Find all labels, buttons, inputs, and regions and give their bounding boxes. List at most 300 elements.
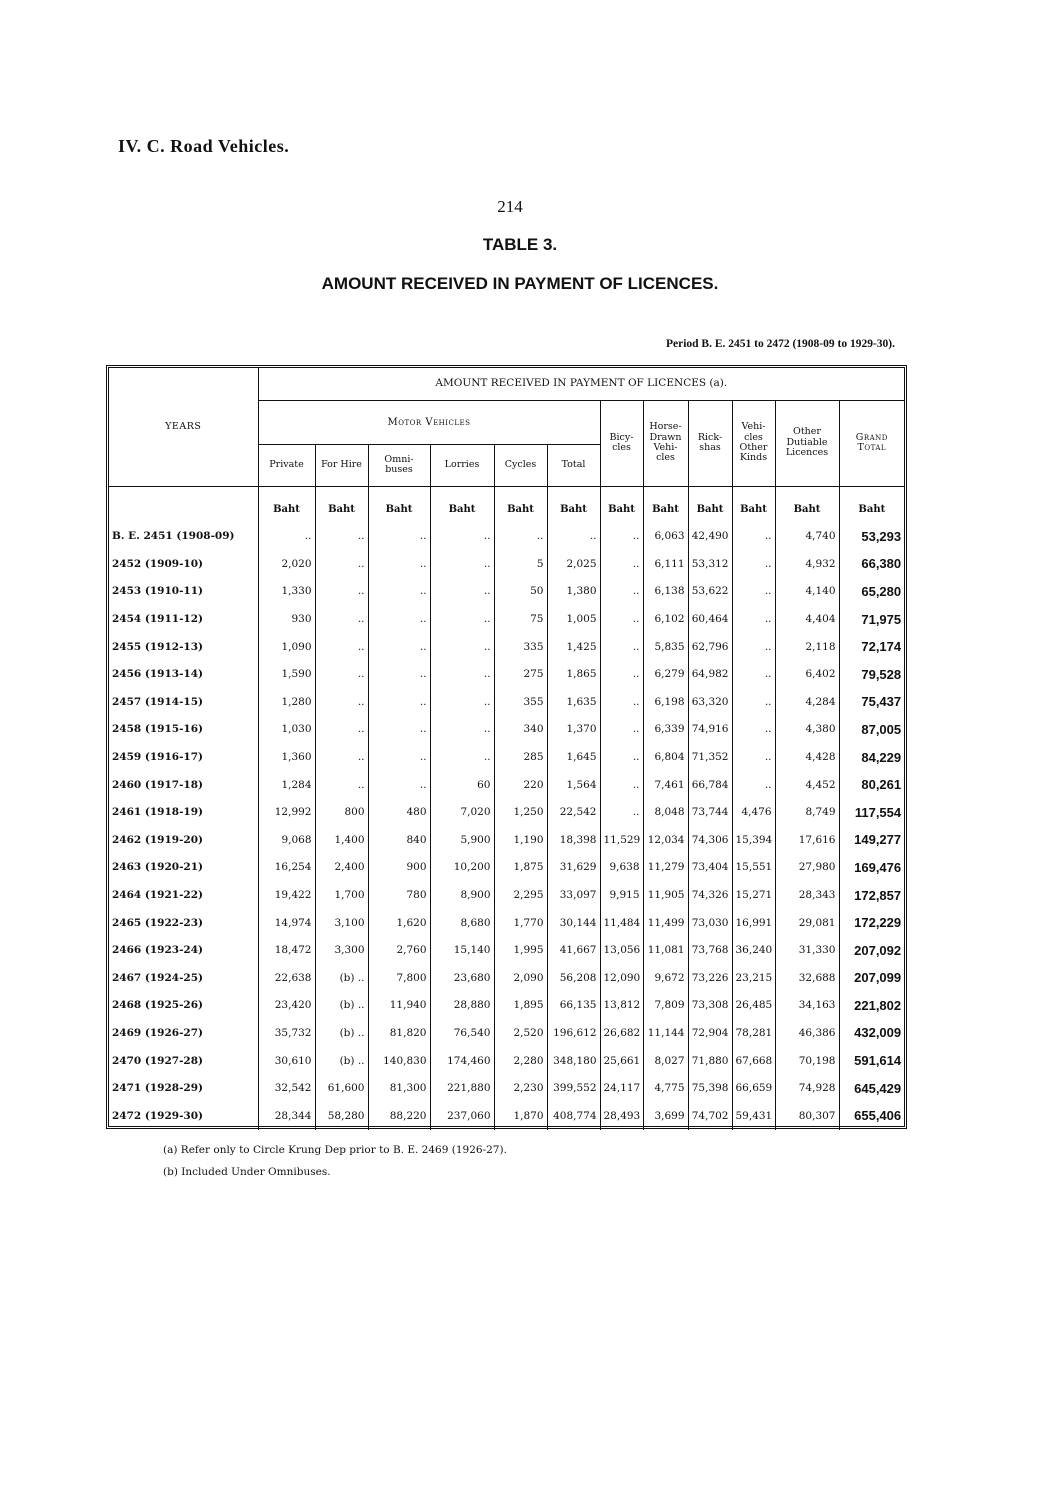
licence-table [106,365,907,1129]
cell-lorries: 8,680 [430,909,494,937]
cell-lorries: 174,460 [430,1047,494,1075]
cell-horse: 8,027 [643,1047,688,1075]
cell-lorries: .. [430,605,494,633]
table-row [109,1074,904,1102]
cell-for-hire: .. [315,771,368,799]
cell-bicycles: 13,812 [600,992,643,1020]
cell-lorries: .. [430,523,494,551]
cell-omni: 7,800 [368,964,430,992]
cell-other-lic: 46,386 [775,1019,839,1047]
cell-for-hire: .. [315,743,368,771]
cell-horse: 3,699 [643,1102,688,1130]
table-row [109,578,904,606]
cell-cycles: 1,895 [494,992,547,1020]
cell-other-lic: 17,616 [775,826,839,854]
cell-cycles: 2,280 [494,1047,547,1075]
cell-grand: 655,406 [839,1102,904,1130]
cell-other-kinds: 78,281 [732,1019,775,1047]
cell-total: 66,135 [547,992,600,1020]
cell-for-hire: .. [315,660,368,688]
table-row [109,992,904,1020]
cell-other-lic: 4,428 [775,743,839,771]
header-grand-total: Grand Total [839,400,904,486]
cell-bicycles: .. [600,743,643,771]
cell-grand: 169,476 [839,854,904,882]
cell-private: 1,030 [258,716,315,744]
cell-grand: 645,429 [839,1074,904,1102]
cell-omni: 81,820 [368,1019,430,1047]
cell-other-kinds: .. [732,633,775,661]
cell-ricksha: 74,702 [688,1102,732,1130]
cell-year: 2459 (1916-17) [112,751,204,764]
cell-grand: 432,009 [839,1019,904,1047]
cell-other-kinds: 15,271 [732,881,775,909]
cell-cycles: 5 [494,550,547,578]
cell-other-lic: 80,307 [775,1102,839,1130]
cell-total: 1,380 [547,578,600,606]
cell-other-kinds: .. [732,523,775,551]
cell-total: 399,552 [547,1074,600,1102]
cell-bicycles: .. [600,578,643,606]
cell-grand: 207,099 [839,964,904,992]
cell-lorries: 7,020 [430,798,494,826]
header-motor-vehicles: Motor Vehicles [258,400,600,444]
table-row [109,550,904,578]
footnote-b: (b) Included Under Omnibuses. [163,1166,331,1178]
cell-other-lic: 27,980 [775,854,839,882]
cell-ricksha: 66,784 [688,771,732,799]
header-for-hire: For Hire [315,444,368,486]
cell-for-hire: .. [315,688,368,716]
cell-horse: 6,138 [643,578,688,606]
cell-grand: 172,229 [839,909,904,937]
cell-total: 1,564 [547,771,600,799]
cell-bicycles: 28,493 [600,1102,643,1130]
cell-year: 2472 (1929-30) [112,1109,204,1122]
cell-total: 56,208 [547,964,600,992]
cell-grand: 149,277 [839,826,904,854]
cell-private: 35,732 [258,1019,315,1047]
header-omnibuses: Omni- buses [368,444,430,486]
table-title: TABLE 3. [482,235,558,254]
unit-label: Baht [258,486,315,523]
cell-bicycles: 13,056 [600,936,643,964]
cell-other-lic: 4,740 [775,523,839,551]
cell-horse: 6,339 [643,716,688,744]
unit-label: Baht [732,486,775,523]
cell-lorries: .. [430,550,494,578]
cell-grand: 591,614 [839,1047,904,1075]
cell-other-lic: 4,452 [775,771,839,799]
cell-ricksha: 64,982 [688,660,732,688]
cell-other-kinds: 67,668 [732,1047,775,1075]
cell-grand: 87,005 [839,716,904,744]
cell-horse: 11,144 [643,1019,688,1047]
cell-bicycles: .. [600,771,643,799]
cell-for-hire: 1,400 [315,826,368,854]
cell-other-kinds: 36,240 [732,936,775,964]
cell-grand: 75,437 [839,688,904,716]
table-row [109,633,904,661]
cell-omni: 11,940 [368,992,430,1020]
cell-year: 2468 (1925-26) [112,999,204,1012]
cell-bicycles: .. [600,798,643,826]
table-row [109,743,904,771]
cell-bicycles: .. [600,716,643,744]
cell-omni: .. [368,550,430,578]
cell-other-lic: 34,163 [775,992,839,1020]
cell-lorries: .. [430,660,494,688]
cell-omni: .. [368,688,430,716]
cell-total: 196,612 [547,1019,600,1047]
cell-other-kinds: .. [732,660,775,688]
cell-cycles: 1,870 [494,1102,547,1130]
cell-ricksha: 73,030 [688,909,732,937]
cell-other-kinds: .. [732,688,775,716]
cell-total: 1,425 [547,633,600,661]
cell-private: 1,590 [258,660,315,688]
cell-private: 9,068 [258,826,315,854]
cell-bicycles: .. [600,660,643,688]
cell-private: 12,992 [258,798,315,826]
cell-ricksha: 53,622 [688,578,732,606]
cell-private: 32,542 [258,1074,315,1102]
cell-other-kinds: 26,485 [732,992,775,1020]
cell-omni: 88,220 [368,1102,430,1130]
cell-lorries: 8,900 [430,881,494,909]
cell-private: 2,020 [258,550,315,578]
units-row [109,486,904,523]
cell-ricksha: 74,916 [688,716,732,744]
cell-ricksha: 53,312 [688,550,732,578]
cell-cycles: 275 [494,660,547,688]
cell-other-lic: 8,749 [775,798,839,826]
cell-omni: 480 [368,798,430,826]
cell-total: 2,025 [547,550,600,578]
cell-bicycles: 26,682 [600,1019,643,1047]
header-private: Private [258,444,315,486]
table-row [109,523,904,551]
cell-total: 30,144 [547,909,600,937]
table-row [109,1102,904,1130]
cell-year: 2458 (1915-16) [112,723,204,736]
cell-bicycles: 9,915 [600,881,643,909]
cell-lorries: 5,900 [430,826,494,854]
table-row [109,881,904,909]
table-caption: AMOUNT RECEIVED IN PAYMENT OF LICENCES. [321,274,719,293]
cell-grand: 117,554 [839,798,904,826]
cell-horse: 12,034 [643,826,688,854]
unit-label: Baht [368,486,430,523]
cell-year: 2460 (1917-18) [112,778,204,791]
cell-other-kinds: 16,991 [732,909,775,937]
table-row [109,798,904,826]
cell-private: 23,420 [258,992,315,1020]
cell-year: 2456 (1913-14) [112,668,204,681]
cell-lorries: 10,200 [430,854,494,882]
cell-grand: 79,528 [839,660,904,688]
unit-label: Baht [643,486,688,523]
header-other-dutiable: Other Dutiable Licences [775,400,839,486]
cell-cycles: 220 [494,771,547,799]
cell-private: 930 [258,605,315,633]
cell-for-hire: (b) .. [315,1019,368,1047]
header-horse-drawn: Horse- Drawn Vehi- cles [643,400,688,486]
cell-other-kinds: .. [732,578,775,606]
cell-ricksha: 42,490 [688,523,732,551]
cell-other-kinds: 59,431 [732,1102,775,1130]
cell-year: 2463 (1920-21) [112,861,204,874]
cell-year: 2466 (1923-24) [112,944,204,957]
cell-ricksha: 72,904 [688,1019,732,1047]
cell-year: 2470 (1927-28) [112,1054,204,1067]
cell-other-lic: 4,404 [775,605,839,633]
cell-total: .. [547,523,600,551]
cell-omni: 900 [368,854,430,882]
cell-total: 408,774 [547,1102,600,1130]
cell-for-hire: .. [315,523,368,551]
cell-lorries: .. [430,688,494,716]
footnote-a: (a) Refer only to Circle Krung Dep prior to B. E. 2469 (1926-27). [163,1144,507,1156]
cell-year: 2467 (1924-25) [112,971,204,984]
cell-bicycles: 9,638 [600,854,643,882]
cell-cycles: 1,875 [494,854,547,882]
cell-bicycles: .. [600,633,643,661]
cell-year: 2454 (1911-12) [112,613,204,626]
cell-horse: 6,279 [643,660,688,688]
cell-private: 14,974 [258,909,315,937]
cell-for-hire: (b) .. [315,992,368,1020]
cell-omni: .. [368,716,430,744]
cell-private: 30,610 [258,1047,315,1075]
cell-horse: 6,111 [643,550,688,578]
cell-lorries: .. [430,743,494,771]
cell-for-hire: (b) .. [315,964,368,992]
cell-cycles: 1,770 [494,909,547,937]
unit-label: Baht [315,486,368,523]
cell-omni: .. [368,578,430,606]
cell-lorries: 76,540 [430,1019,494,1047]
cell-other-lic: 4,284 [775,688,839,716]
table-row [109,826,904,854]
cell-bicycles: 12,090 [600,964,643,992]
cell-horse: 6,063 [643,523,688,551]
cell-year: 2462 (1919-20) [112,833,204,846]
data-table [109,368,904,1130]
cell-cycles: 2,295 [494,881,547,909]
cell-total: 1,635 [547,688,600,716]
unit-label: Baht [775,486,839,523]
cell-for-hire: 1,700 [315,881,368,909]
cell-bicycles: 25,661 [600,1047,643,1075]
header-amount-received: AMOUNT RECEIVED IN PAYMENT OF LICENCES (a). [258,368,904,400]
cell-horse: 4,775 [643,1074,688,1102]
cell-other-lic: 4,380 [775,716,839,744]
cell-bicycles: .. [600,550,643,578]
cell-horse: 7,809 [643,992,688,1020]
cell-ricksha: 73,404 [688,854,732,882]
cell-lorries: 60 [430,771,494,799]
cell-other-kinds: 23,215 [732,964,775,992]
cell-for-hire: .. [315,716,368,744]
cell-private: 16,254 [258,854,315,882]
unit-label: Baht [494,486,547,523]
cell-other-kinds: .. [732,716,775,744]
cell-grand: 66,380 [839,550,904,578]
cell-other-lic: 6,402 [775,660,839,688]
cell-other-kinds: 15,394 [732,826,775,854]
cell-omni: .. [368,633,430,661]
cell-for-hire: .. [315,550,368,578]
cell-private: 1,284 [258,771,315,799]
cell-grand: 172,857 [839,881,904,909]
cell-private: 1,090 [258,633,315,661]
cell-cycles: .. [494,523,547,551]
cell-total: 1,370 [547,716,600,744]
table-row [109,660,904,688]
cell-horse: 11,905 [643,881,688,909]
cell-other-kinds: .. [732,550,775,578]
cell-for-hire: 3,100 [315,909,368,937]
page-number: 214 [497,197,523,216]
cell-ricksha: 74,306 [688,826,732,854]
cell-ricksha: 60,464 [688,605,732,633]
cell-for-hire: (b) .. [315,1047,368,1075]
cell-cycles: 2,520 [494,1019,547,1047]
cell-private: 1,360 [258,743,315,771]
cell-total: 1,865 [547,660,600,688]
cell-total: 18,398 [547,826,600,854]
header-total: Total [547,444,600,486]
table-row [109,964,904,992]
cell-year: B. E. 2451 (1908-09) [112,530,235,543]
cell-bicycles: .. [600,605,643,633]
cell-omni: .. [368,523,430,551]
cell-total: 22,542 [547,798,600,826]
cell-bicycles: 11,529 [600,826,643,854]
cell-ricksha: 62,796 [688,633,732,661]
cell-other-lic: 4,140 [775,578,839,606]
cell-year: 2471 (1928-29) [112,1082,204,1095]
header-bicycles: Bicy- cles [600,400,643,486]
cell-grand: 84,229 [839,743,904,771]
cell-private: 1,330 [258,578,315,606]
cell-other-kinds: 15,551 [732,854,775,882]
cell-lorries: 15,140 [430,936,494,964]
cell-ricksha: 63,320 [688,688,732,716]
cell-for-hire: 58,280 [315,1102,368,1130]
cell-grand: 207,092 [839,936,904,964]
cell-other-kinds: .. [732,743,775,771]
cell-other-lic: 4,932 [775,550,839,578]
cell-omni: 140,830 [368,1047,430,1075]
cell-bicycles: 24,117 [600,1074,643,1102]
cell-other-lic: 32,688 [775,964,839,992]
cell-other-kinds: .. [732,771,775,799]
cell-private: 19,422 [258,881,315,909]
cell-cycles: 285 [494,743,547,771]
cell-other-lic: 74,928 [775,1074,839,1102]
cell-omni: 1,620 [368,909,430,937]
cell-ricksha: 73,768 [688,936,732,964]
cell-year: 2457 (1914-15) [112,695,204,708]
cell-total: 1,645 [547,743,600,771]
cell-lorries: .. [430,578,494,606]
cell-omni: 780 [368,881,430,909]
table-row [109,1047,904,1075]
cell-horse: 5,835 [643,633,688,661]
cell-lorries: 221,880 [430,1074,494,1102]
cell-other-kinds: 66,659 [732,1074,775,1102]
cell-cycles: 340 [494,716,547,744]
cell-cycles: 1,995 [494,936,547,964]
cell-lorries: 23,680 [430,964,494,992]
cell-grand: 53,293 [839,523,904,551]
cell-private: 18,472 [258,936,315,964]
cell-omni: 2,760 [368,936,430,964]
cell-total: 348,180 [547,1047,600,1075]
unit-label: Baht [430,486,494,523]
cell-omni: .. [368,660,430,688]
cell-for-hire: 800 [315,798,368,826]
cell-cycles: 355 [494,688,547,716]
cell-omni: 81,300 [368,1074,430,1102]
cell-ricksha: 73,226 [688,964,732,992]
unit-label: Baht [688,486,732,523]
cell-ricksha: 75,398 [688,1074,732,1102]
cell-horse: 11,081 [643,936,688,964]
cell-cycles: 75 [494,605,547,633]
cell-ricksha: 71,880 [688,1047,732,1075]
cell-other-kinds: .. [732,605,775,633]
cell-grand: 80,261 [839,771,904,799]
header-lorries: Lorries [430,444,494,486]
cell-horse: 11,499 [643,909,688,937]
cell-cycles: 335 [494,633,547,661]
table-row [109,688,904,716]
cell-year: 2469 (1926-27) [112,1026,204,1039]
cell-total: 41,667 [547,936,600,964]
header-rickshas: Rick- shas [688,400,732,486]
cell-private: 22,638 [258,964,315,992]
cell-lorries: 237,060 [430,1102,494,1130]
cell-bicycles: .. [600,523,643,551]
table-row [109,854,904,882]
cell-lorries: .. [430,633,494,661]
cell-total: 31,629 [547,854,600,882]
cell-for-hire: 2,400 [315,854,368,882]
cell-lorries: 28,880 [430,992,494,1020]
cell-for-hire: .. [315,633,368,661]
cell-ricksha: 71,352 [688,743,732,771]
cell-grand: 221,802 [839,992,904,1020]
table-row [109,909,904,937]
cell-for-hire: .. [315,578,368,606]
cell-for-hire: 3,300 [315,936,368,964]
cell-year: 2452 (1909-10) [112,557,204,570]
table-row [109,716,904,744]
table-row [109,771,904,799]
cell-ricksha: 73,744 [688,798,732,826]
cell-private: 1,280 [258,688,315,716]
header-vehicles-other-kinds: Vehi- cles Other Kinds [732,400,775,486]
cell-total: 1,005 [547,605,600,633]
cell-horse: 8,048 [643,798,688,826]
cell-grand: 72,174 [839,633,904,661]
cell-grand: 65,280 [839,578,904,606]
cell-omni: .. [368,771,430,799]
cell-for-hire: .. [315,605,368,633]
